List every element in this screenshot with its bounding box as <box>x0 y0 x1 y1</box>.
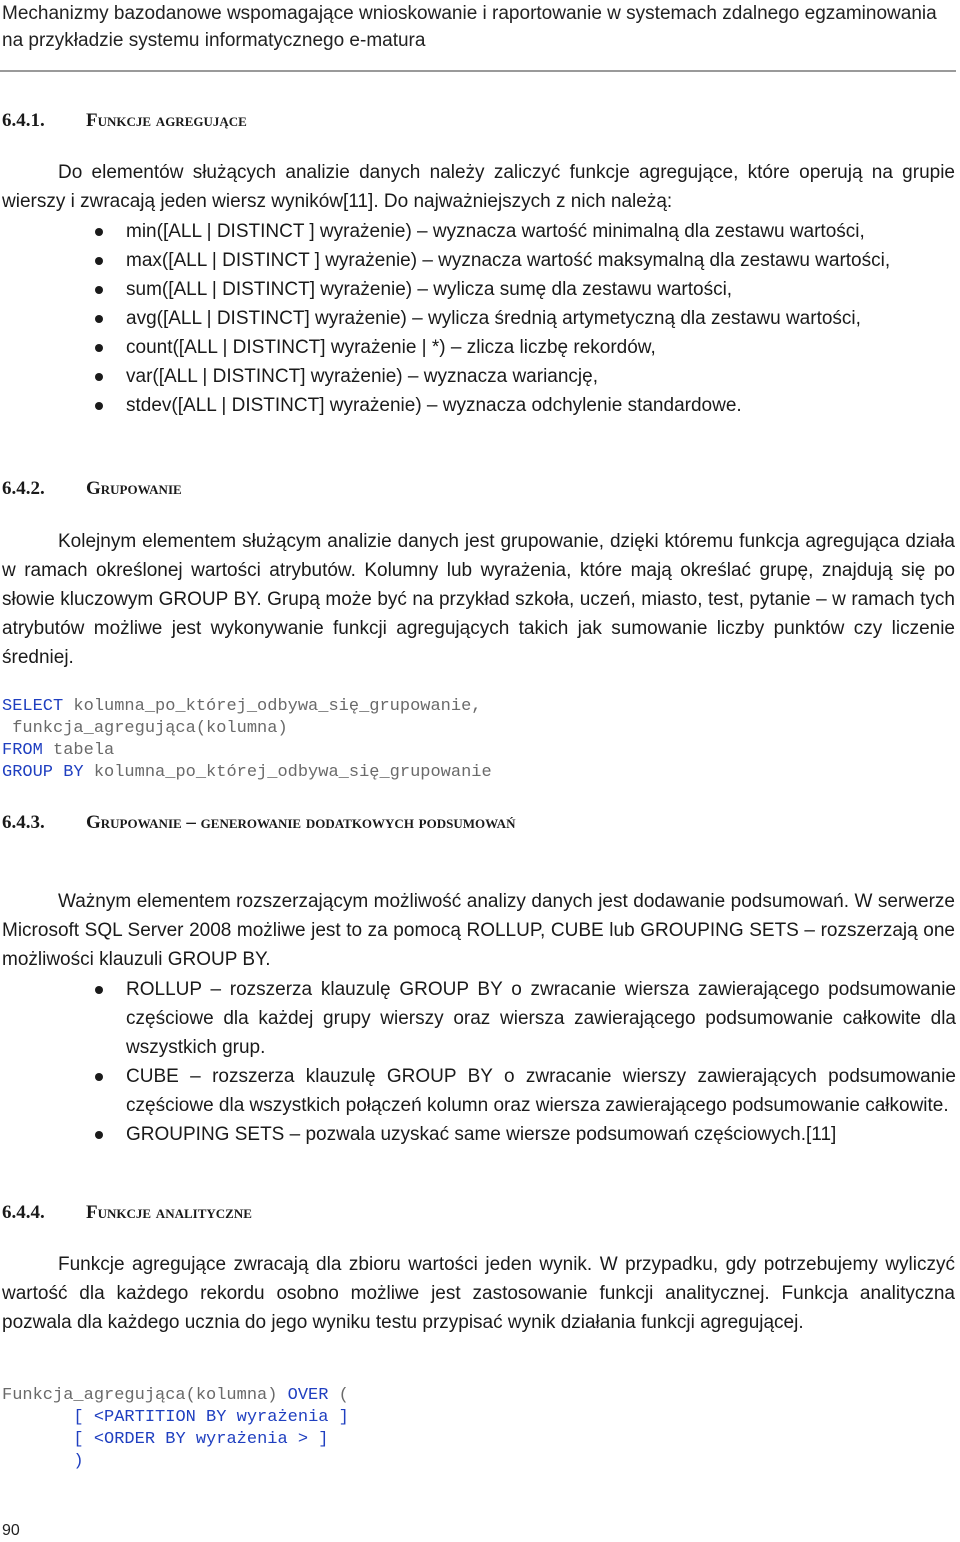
running-header: Mechanizmy bazodanowe wspomagające wnioskowanie i raportowanie w systemach zdalnego egzaminowania na przykładzie systemu informatycznego e-matura <box>2 3 937 51</box>
grouping-paragraph: Kolejnym elementem służącym analizie danych jest grupowanie, dzięki któremu funkcja agregująca działa w ramach określonej wartości atrybutów. Kolumny lub wyrażenia, które mają określać grupę, znajdują się po słowie kluczowym GROUP BY. Grupą może być na przykład szkoła, uczeń, miasto, test, pytanie – w ramach tych atrybutów możliwe jest wykonywanie funkcji agregujących takich jak sumowanie liczby punktów czy liczenie średniej. <box>2 531 955 668</box>
section-title: Grupowanie <box>86 478 182 499</box>
list-item: ROLLUP – rozszerza klauzulę GROUP BY o zwracanie wiersza zawierającego podsumowanie częściowe dla każdej grupy wierszy oraz wiersza zawierającego podsumowanie całkowite dla wszystkich grup. <box>0 975 956 1062</box>
list-item: max([ALL | DISTINCT ] wyrażenie) – wyznacza wartość maksymalną dla zestawu wartości, <box>0 246 956 275</box>
analytic-paragraph: Funkcje agregujące zwracają dla zbioru wartości jeden wynik. W przypadku, gdy potrzebujemy wyliczyć wartość dla każdego rekordu osobno możliwe jest zastosowanie funkcji analitycznej. Funkcja analityczna pozwala dla każdego ucznia do jego wyniku testu przypisać wynik działania funkcji agregującej. <box>2 1254 955 1333</box>
section-number: 6.4.1. <box>2 110 45 131</box>
summaries-list <box>0 975 956 1149</box>
page-number: 90 <box>2 1522 20 1539</box>
summaries-paragraph: Ważnym elementem rozszerzającym możliwość analizy danych jest dodawanie podsumowań. W serwerze Microsoft SQL Server 2008 możliwe jest to za pomocą ROLLUP, CUBE lub GROUPING SETS – rozszerzają one możliwości klauzuli GROUP BY. <box>2 891 955 970</box>
list-item: stdev([ALL | DISTINCT] wyrażenie) – wyznacza odchylenie standardowe. <box>0 391 956 420</box>
section-number: 6.4.3. <box>2 812 45 833</box>
heading-6-4-2 <box>2 478 182 500</box>
list-item: avg([ALL | DISTINCT] wyrażenie) – wylicza średnią artymetyczną dla zestawu wartości, <box>0 304 956 333</box>
section-title: Grupowanie – generowanie dodatkowych podsumowań <box>86 812 516 833</box>
header-divider <box>0 70 956 72</box>
group-by-code-block: SELECT kolumna_po_której_odbywa_się_grupowanie, funkcja_agregująca(kolumna) FROM tabela GROUP BY kolumna_po_której_odbywa_się_grupowanie <box>2 697 492 782</box>
list-item: sum([ALL | DISTINCT] wyrażenie) – wylicza sumę dla zestawu wartości, <box>0 275 956 304</box>
heading-6-4-1 <box>2 110 247 132</box>
list-item: var([ALL | DISTINCT] wyrażenie) – wyznacza wariancję, <box>0 362 956 391</box>
list-item: count([ALL | DISTINCT] wyrażenie | *) – zlicza liczbę rekordów, <box>0 333 956 362</box>
list-item: CUBE – rozszerza klauzulę GROUP BY o zwracanie wierszy zawierających podsumowanie częściowe dla wszystkich połączeń kolumn oraz wiersza zawierającego podsumowanie całkowite. <box>0 1062 956 1120</box>
section-number: 6.4.4. <box>2 1202 45 1223</box>
section-title: Funkcje analityczne <box>86 1202 252 1223</box>
aggregate-function-list <box>0 217 956 420</box>
section-number: 6.4.2. <box>2 478 45 499</box>
over-code-block: Funkcja_agregująca(kolumna) OVER ( [ <PARTITION BY wyrażenia ] [ <ORDER BY wyrażenia > ] ) <box>2 1386 349 1471</box>
heading-6-4-4 <box>2 1202 252 1224</box>
list-item: GROUPING SETS – pozwala uzyskać same wiersze podsumowań częściowych.[11] <box>0 1120 956 1149</box>
aggregate-intro: Do elementów służących analizie danych należy zaliczyć funkcje agregujące, które operują na grupie wierszy i zwracają jeden wiersz wyników[11]. Do najważniejszych z nich należą: <box>2 162 955 212</box>
section-title: Funkcje agregujące <box>86 110 247 131</box>
list-item: min([ALL | DISTINCT ] wyrażenie) – wyznacza wartość minimalną dla zestawu wartości, <box>0 217 956 246</box>
heading-6-4-3 <box>2 812 515 834</box>
